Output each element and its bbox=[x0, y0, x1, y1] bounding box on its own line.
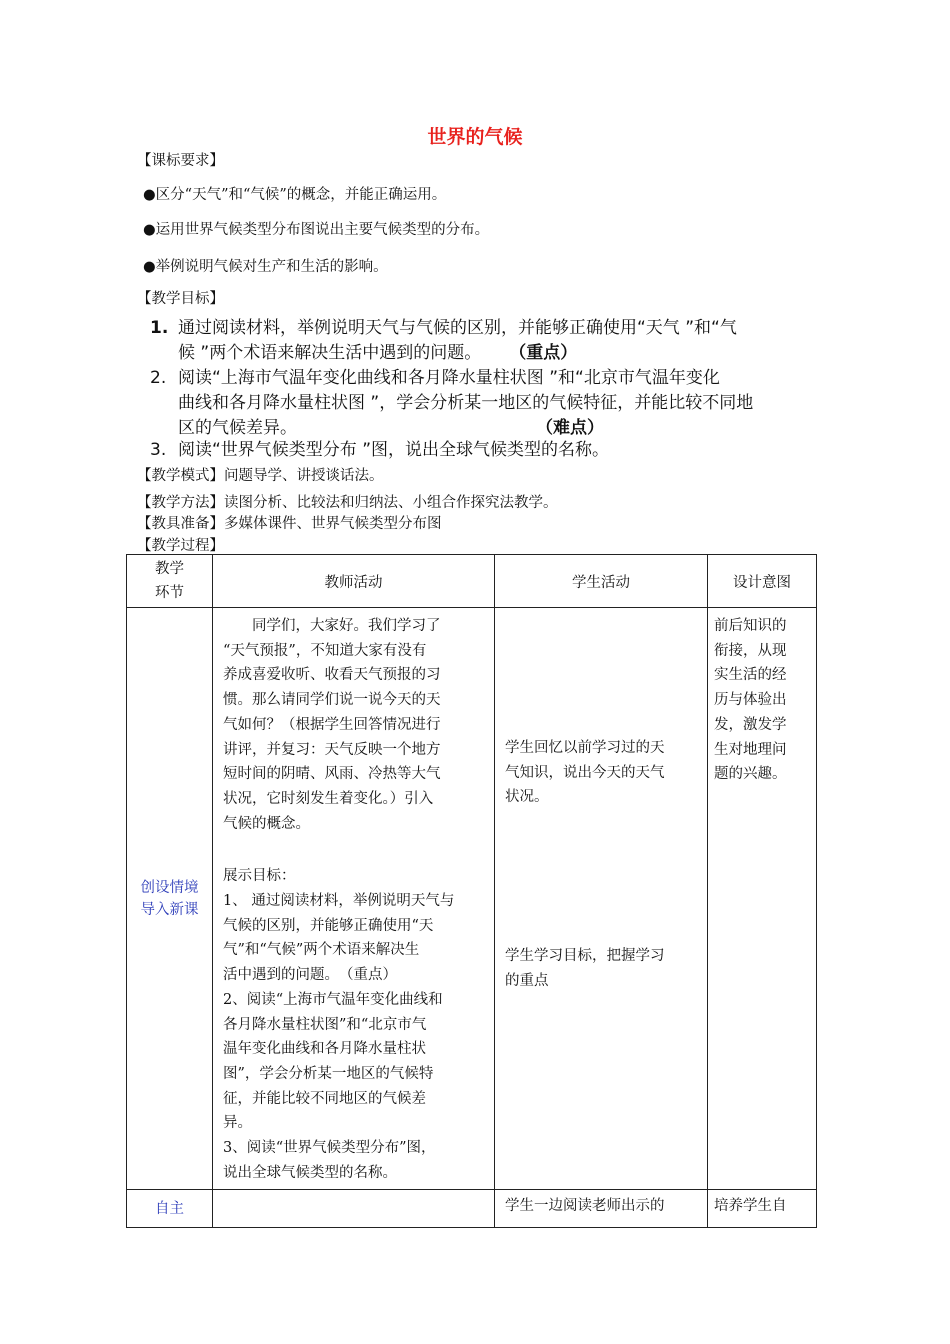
teacher-line: 活中遇到的问题。 （重点） bbox=[223, 967, 397, 984]
stage-line-2: 导入新课 bbox=[140, 901, 199, 918]
table-header-row bbox=[127, 555, 817, 608]
curriculum-item-2: ●运用世界气候类型分布图说出主要气候类型的分布。 bbox=[143, 222, 490, 238]
goal-1-line-1: 通过阅读材料，举例说明天气与气候的区别，并能够正确使用“天气 ”和“气 bbox=[178, 318, 737, 338]
table-row bbox=[127, 1190, 817, 1228]
teacher-line: 气”和“气候”两个术语来解决生 bbox=[223, 942, 420, 959]
header-intent: 设计意图 bbox=[708, 555, 817, 608]
teacher-line: 温年变化曲线和各月降水量柱状 bbox=[223, 1041, 426, 1058]
header-teacher: 教师活动 bbox=[213, 555, 495, 608]
goal-3-line-1: 阅读“世界气候类型分布 ”图，说出全球气候类型的名称。 bbox=[178, 440, 610, 460]
goals-heading: 【教学目标】 bbox=[137, 291, 224, 307]
teacher-line: 同学们，大家好。我们学习了 bbox=[223, 618, 441, 634]
student-line: 的重点 bbox=[505, 972, 549, 989]
teacher-line: 1、 通过阅读材料，举例说明天气与 bbox=[223, 893, 455, 910]
stage-cell: 自主 bbox=[127, 1190, 213, 1228]
teacher-line: 短时间的阴晴、风雨、冷热等大气 bbox=[223, 766, 441, 783]
teacher-line: 3、阅读“世界气候类型分布”图， bbox=[223, 1140, 436, 1157]
goal-1-number: 1. bbox=[150, 318, 169, 338]
intent-line: 发，激发学 bbox=[714, 716, 787, 733]
teacher-line: 气候的区别，并能够正确使用“天 bbox=[223, 917, 434, 934]
curriculum-item-1: ●区分“天气”和“气候”的概念，并能正确运用。 bbox=[143, 187, 447, 203]
goal-2-line-1: 阅读“上海市气温年变化曲线和各月降水量柱状图 ”和“北京市气温年变化 bbox=[178, 368, 720, 388]
process-table bbox=[126, 554, 817, 1228]
teaching-tools: 【教具准备】多媒体课件、世界气候类型分布图 bbox=[137, 516, 442, 532]
teaching-method: 【教学方法】读图分析、比较法和归纳法、小组合作探究法教学。 bbox=[137, 495, 558, 511]
teacher-activity-cell bbox=[213, 608, 495, 1190]
goal-3 bbox=[0, 438, 950, 464]
student-line: 气知识，说出今天的天气 bbox=[505, 764, 665, 781]
student-line: 学生回忆以前学习过的天 bbox=[505, 740, 665, 756]
curriculum-item-3: ●举例说明气候对生产和生活的影响。 bbox=[143, 259, 388, 275]
header-student: 学生活动 bbox=[495, 555, 708, 608]
page-title: 世界的气候 bbox=[427, 126, 523, 148]
stage-line-1: 创设情境 bbox=[140, 879, 199, 896]
teacher-line: 各月降水量柱状图”和“北京市气 bbox=[223, 1016, 427, 1033]
goal-1-text: 候 ”两个术语来解决生活中遇到的问题。 bbox=[178, 343, 482, 363]
intent-line: 实生活的经 bbox=[714, 667, 787, 684]
goal-2-tag: （难点） bbox=[536, 418, 604, 438]
intent-line: 历与体验出 bbox=[714, 692, 787, 709]
design-intent-cell: 培养学生自 bbox=[708, 1190, 817, 1228]
design-intent-cell bbox=[708, 608, 817, 1190]
goal-2-line-3: 区的气候差异。 bbox=[178, 418, 297, 438]
intent-line: 衔接，从现 bbox=[714, 642, 787, 659]
teacher-line: 展示目标： bbox=[223, 868, 296, 885]
curriculum-heading: 【课标要求】 bbox=[137, 153, 224, 169]
header-stage bbox=[127, 555, 213, 608]
process-heading: 【教学过程】 bbox=[137, 538, 224, 554]
goal-3-number: 3. bbox=[150, 440, 167, 460]
goal-2-number: 2. bbox=[150, 368, 167, 388]
student-activity-cell: 学生一边阅读老师出示的 bbox=[495, 1190, 708, 1228]
teaching-mode: 【教学模式】问题导学、讲授谈话法。 bbox=[137, 468, 384, 484]
teacher-line: 征，并能比较不同地区的气候差 bbox=[223, 1090, 426, 1107]
teacher-line: 惯。那么请同学们说一说今天的天 bbox=[223, 692, 441, 709]
teacher-line: 气如何？（根据学生回答情况进行 bbox=[223, 716, 441, 733]
goal-1-line-2 bbox=[178, 341, 803, 366]
student-line: 学生学习目标，把握学习 bbox=[505, 948, 665, 965]
header-stage-line-1: 教学 bbox=[155, 561, 184, 577]
teacher-line: 图”，学会分析某一地区的气候特 bbox=[223, 1065, 434, 1082]
teacher-line: 状况，它时刻发生着变化。）引入 bbox=[223, 790, 434, 807]
teacher-line: 养成喜爱收听、收看天气预报的习 bbox=[223, 667, 441, 684]
table-row bbox=[127, 608, 817, 1190]
teacher-line: “天气预报”，不知道大家有没有 bbox=[223, 642, 427, 659]
student-line: 状况。 bbox=[505, 789, 549, 806]
teacher-line: 说出全球气候类型的名称。 bbox=[223, 1164, 397, 1181]
teacher-line: 2、阅读“上海市气温年变化曲线和 bbox=[223, 991, 443, 1008]
teacher-line: 异。 bbox=[223, 1115, 252, 1132]
stage-cell bbox=[127, 608, 213, 1190]
goal-1-tag: （重点） bbox=[509, 343, 578, 363]
header-stage-line-2: 环节 bbox=[155, 585, 184, 601]
goals-list bbox=[0, 316, 950, 456]
goal-2-line-2: 曲线和各月降水量柱状图 ”，学会分析某一地区的气候特征，并能比较不同地 bbox=[178, 393, 754, 413]
teacher-activity-cell bbox=[213, 1190, 495, 1228]
teacher-line: 气候的概念。 bbox=[223, 815, 310, 832]
intent-line: 生对地理问 bbox=[714, 741, 787, 758]
teacher-line: 讲评，并复习：天气反映一个地方 bbox=[223, 741, 441, 758]
student-activity-cell bbox=[495, 608, 708, 1190]
intent-line: 题的兴趣。 bbox=[714, 766, 787, 783]
intent-line: 前后知识的 bbox=[714, 618, 787, 634]
